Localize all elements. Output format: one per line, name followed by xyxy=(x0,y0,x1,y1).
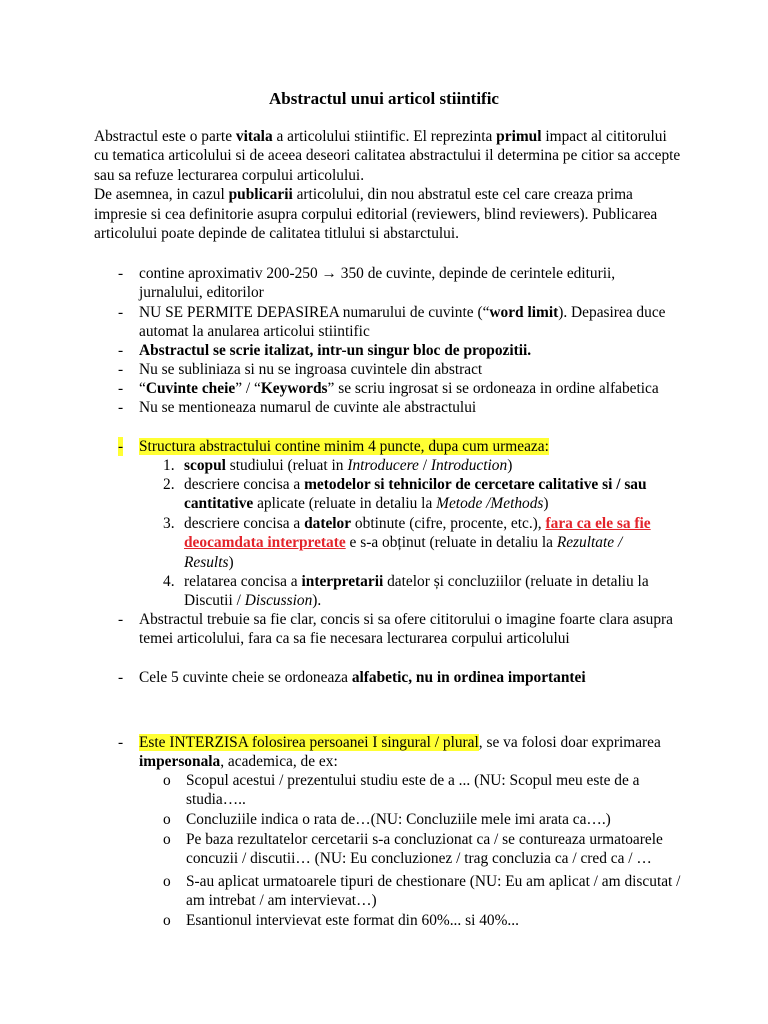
intro-paragraph-2: De asemnea, in cazul publicarii articolului, din nou abstratul este cel care creaza prima impresie si cea definitorie asupra corpului editorial (reviewers, blind reviewers). Publicarea articolului poate depinde de calitatea titlului si abstarctului. xyxy=(94,186,658,243)
document-page: Abstractul unui articol stiintific Abstractul este o parte vitala a articolului stiintific. El reprezinta primul impact al cititorului cu tematica articolului si de aceea deseori calitatea abstractului il determina pe citior sa accepte sau sa refuze lecturarea corpului articolului. De asemnea, in cazul publicarii articolului, din nou abstratul este cel care creaza prima impresie si cea definitorie asupra corpului editorial (reviewers, blind reviewers). Publicarea articolului poate depinde de calitatea titlului si abstarctului. - contine aproximativ 200-250 → 350 de cuvinte, depinde de cerintele editurii, jurnalului, editorilor - NU SE PERMITE DEPASIREA numarului de cuvinte (“word limit). Depasirea duce automat la anularea articolui stiintific - Abstractul se scrie italizat, intr-un singur bloc de propozitii. - Nu se subliniaza si nu se ingroasa cuvintele din abstract - “Cuvinte cheie” / “Keywords” se scriu ingrosat si se ordoneaza in ordine alfabetica - Nu se mentioneaza numarul de cuvinte ale abstractului - Structura abstractului contine minim 4 puncte, dupa cum urmeaza: 1. scopul studiului (reluat in Introducere / Introduction) 2. descriere concisa a metodelor si tehnicilor de cercetare calitative si / sau cantitative aplicate (reluate in detaliu la Metode /Methods) 3. descriere concisa a datelor obtinute (cifre, procente, etc.), fara ca ele sa fie deocamdata interpretate e s-a obținut (reluate in detaliu la Rezultate / Results) 4. relatarea concisa a interpretarii datelor și concluziilor (reluate in detaliu la Discutii / Discussion). - Abstractul trebuie sa fie clar, concis si sa ofere cititorului o imagine foarte clara asupra temei articolului, fara ca sa fie necesara lecturarea corpului articolului - Cele 5 cuvinte cheie se ordoneaza alfabetic, nu in ordinea importantei - Este INTERZISA folosirea persoanei I singural / plural, se va folosi doar exprimarea impersonala, academica, de ex: o Scopul acestui / prezentului studiu este de a ... (NU: Scopul meu este de a studia….. o Concluziile indica o rata de…(NU: Concluziile mele imi arata ca….) o Pe baza rezultatelor cercetarii s-a concluzionat ca / se contureaza urmatoarele concuzii / discutii… (NU: Eu concluzionez / trag concluzia ca / cred ca / … o S-au aplicat urmatoarele tipuri de chestionare (NU: Eu am aplicat / am discutat / am intrebat / am intervievat…) o Esantionul intervievat este format din 60%... si 40%... xyxy=(0,0,768,1024)
red-warning-text: fara ca ele sa fie deocamdata interpretate xyxy=(184,515,651,552)
intro-paragraph-1: Abstractul este o parte vitala a articolului stiintific. El reprezinta primul impact al cititorului cu tematica articolului si de aceea deseori calitatea abstractului il determina pe citior sa accepte sau sa refuze lecturarea corpului articolului. xyxy=(94,128,681,184)
highlighted-heading: Structura abstractului contine minim 4 puncte, dupa cum urmeaza: xyxy=(139,438,549,455)
highlighted-text: Este INTERZISA folosirea persoanei I singural / plural xyxy=(139,734,479,751)
document-title: Abstractul unui articol stiintific xyxy=(269,89,499,108)
intro-block xyxy=(94,127,684,243)
arrow-icon: → xyxy=(321,265,337,282)
